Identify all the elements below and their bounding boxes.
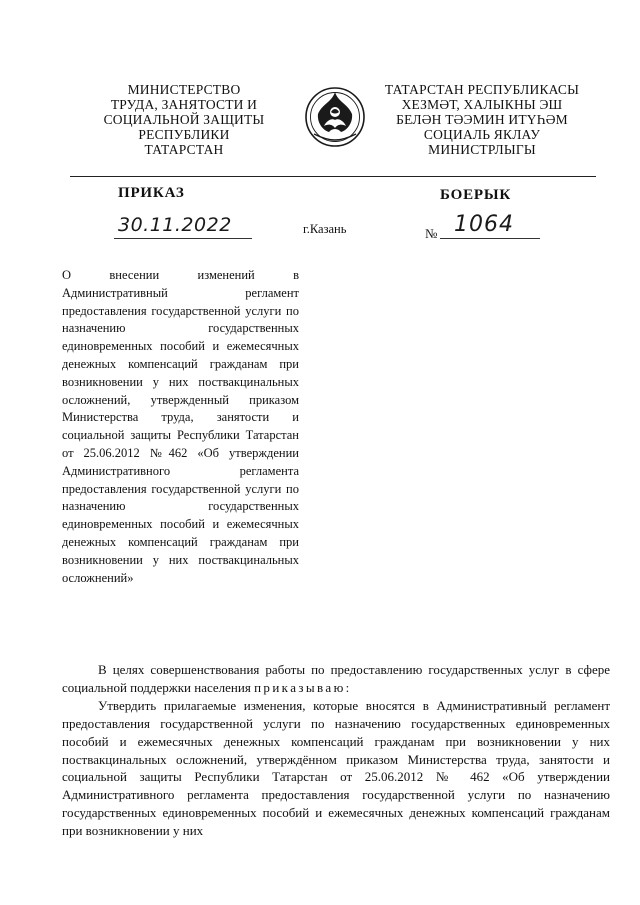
ministry-line: СОЦИАЛЬ ЯКЛАУ (423, 127, 541, 142)
order-body (62, 661, 610, 840)
number-sign: № (425, 226, 438, 241)
order-subject: О внесении изменений в Административный регламент предоставления государственной услуги по назначению государственных единовременных пособий и ежемесячных денежных компенсаций гражданам при возникновении у них поствакцинальных осложнений, утвержденный приказом Министерства труда, занятости и социальной защиты Республики Татарстан от 25.06.2012 №462 «Об утверждении Административного регламента предоставления государственной услуги по назначению государственных единовременных пособий и ежемесячных денежных компенсаций гражданам при возникновении у них поствакцинальных осложнений» (62, 268, 299, 585)
document-type-tatar: БОЕРЫК (440, 187, 512, 203)
tatarstan-coat-of-arms-emblem (304, 86, 366, 148)
document-date-field (114, 214, 252, 240)
handwritten-number: 1064 (454, 212, 514, 237)
ministry-line: СОЦИАЛЬНОЙ ЗАЩИТЫ (103, 112, 265, 127)
ministry-name-russian (70, 82, 298, 157)
ministry-name-tatar (372, 82, 592, 157)
ministry-line: РЕСПУБЛИКИ (138, 127, 230, 142)
ministry-line: ТАТАРСТАН (144, 142, 224, 157)
handwritten-date: 30.11.2022 (118, 214, 232, 236)
number-underline (440, 238, 540, 239)
ministry-line: ХЕЗМӘТ, ХАЛЫКНЫ ЭШ (401, 97, 563, 112)
body-paragraph-2: Утвердить прилагаемые изменения, которые вносятся в Административный регламент предоставления государственной услуги по назначению государственных единовременных пособий и ежемесячных денежных компенсаций гражданам при возникновении у них поствакцинальных осложнений, утверждённом приказом Министерства труда, занятости и социальной защиты Республики Татарстан от 25.06.2012 № 462 «Об утверждении Административного регламента предоставления государственной услуги по назначению государственных единовременных пособий и ежемесячных денежных компенсаций гражданам при возникновении у них (62, 697, 610, 839)
header-divider (70, 176, 596, 177)
city-label: г.Казань (303, 222, 347, 236)
ministry-line: ТАТАРСТАН РЕСПУБЛИКАСЫ (384, 82, 580, 97)
document-number-field (440, 214, 540, 240)
ministry-line: БЕЛӘН ТӘЭМИН ИТҮҺӘМ (396, 112, 568, 127)
body-paragraph-1 (62, 661, 610, 697)
date-underline (114, 238, 252, 239)
ministry-line: ТРУДА, ЗАНЯТОСТИ И (110, 97, 258, 112)
ministry-line: МИНИСТЕРСТВО (127, 82, 241, 97)
preamble-text: В целях совершенствования работы по предоставлению государственных услуг в сфере социальной поддержки населения (62, 662, 610, 695)
order-keyword: приказываю: (254, 679, 352, 695)
document-type-russian: ПРИКАЗ (118, 185, 185, 201)
ministry-line: МИНИСТРЛЫГЫ (428, 142, 536, 157)
